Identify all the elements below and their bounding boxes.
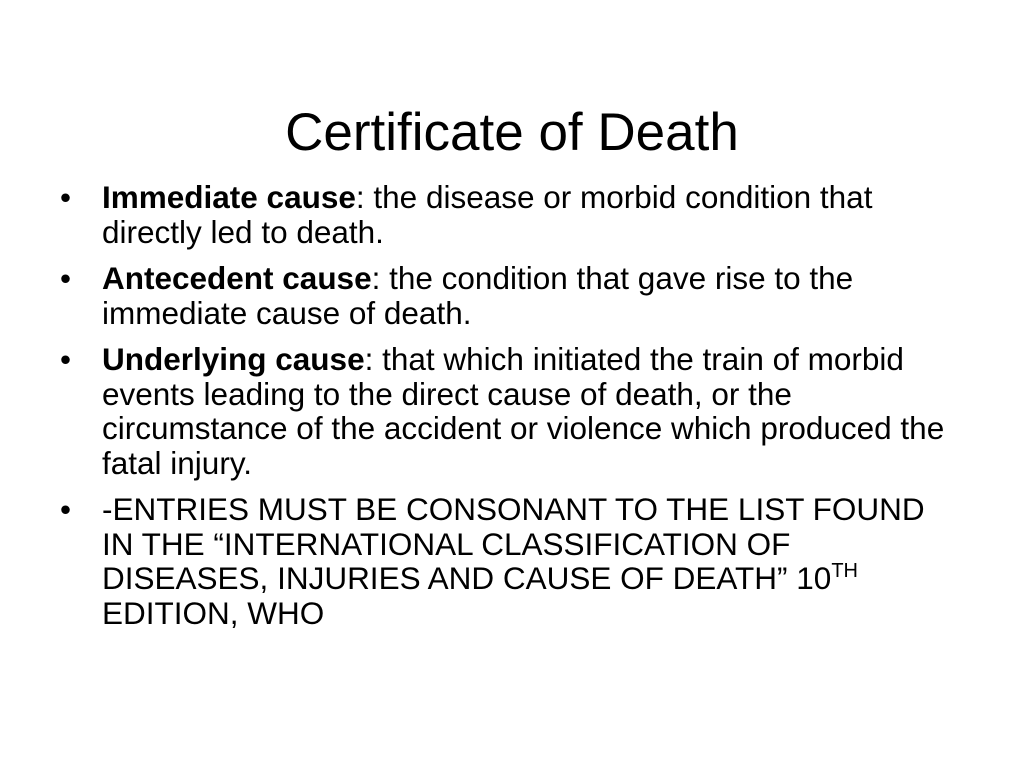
bullet-dot-icon: • [60, 491, 72, 527]
bullet-term: Antecedent cause [102, 260, 372, 296]
bullet-separator: : [371, 260, 381, 296]
bullet-text: that which initiated the train of morbid events leading to the direct cause of death, or the circumstance of the accident or violence which produced the fatal injury. [102, 341, 945, 481]
bullet-text: the condition that gave rise to the immediate cause of death. [102, 260, 854, 331]
bullet-dot-icon: • [60, 260, 72, 296]
slide-title: Certificate of Death [285, 102, 739, 162]
bullet-list [60, 180, 950, 642]
bullet-text: -ENTRIES MUST BE CONSONANT TO THE LIST FOUND IN THE “INTERNATIONAL CLASSIFICATION OF DISEASES, INJURIES AND CAUSE OF DEATH” 10 [102, 491, 925, 596]
bullet-separator: : [355, 179, 365, 215]
bullet-antecedent-cause [60, 261, 950, 330]
bullet-term: Underlying cause [102, 341, 365, 377]
bullet-text: the disease or morbid condition that directly led to death. [102, 179, 873, 250]
bullet-underlying-cause [60, 342, 950, 480]
bullet-separator: : [364, 341, 374, 377]
bullet-term: Immediate cause [102, 179, 356, 215]
bullet-dot-icon: • [60, 179, 72, 215]
bullet-icd-note [60, 492, 950, 630]
bullet-text-tail: EDITION, WHO [102, 594, 325, 631]
bullet-dot-icon: • [60, 341, 72, 377]
ordinal-superscript: TH [831, 560, 859, 582]
bullet-immediate-cause [60, 180, 950, 249]
